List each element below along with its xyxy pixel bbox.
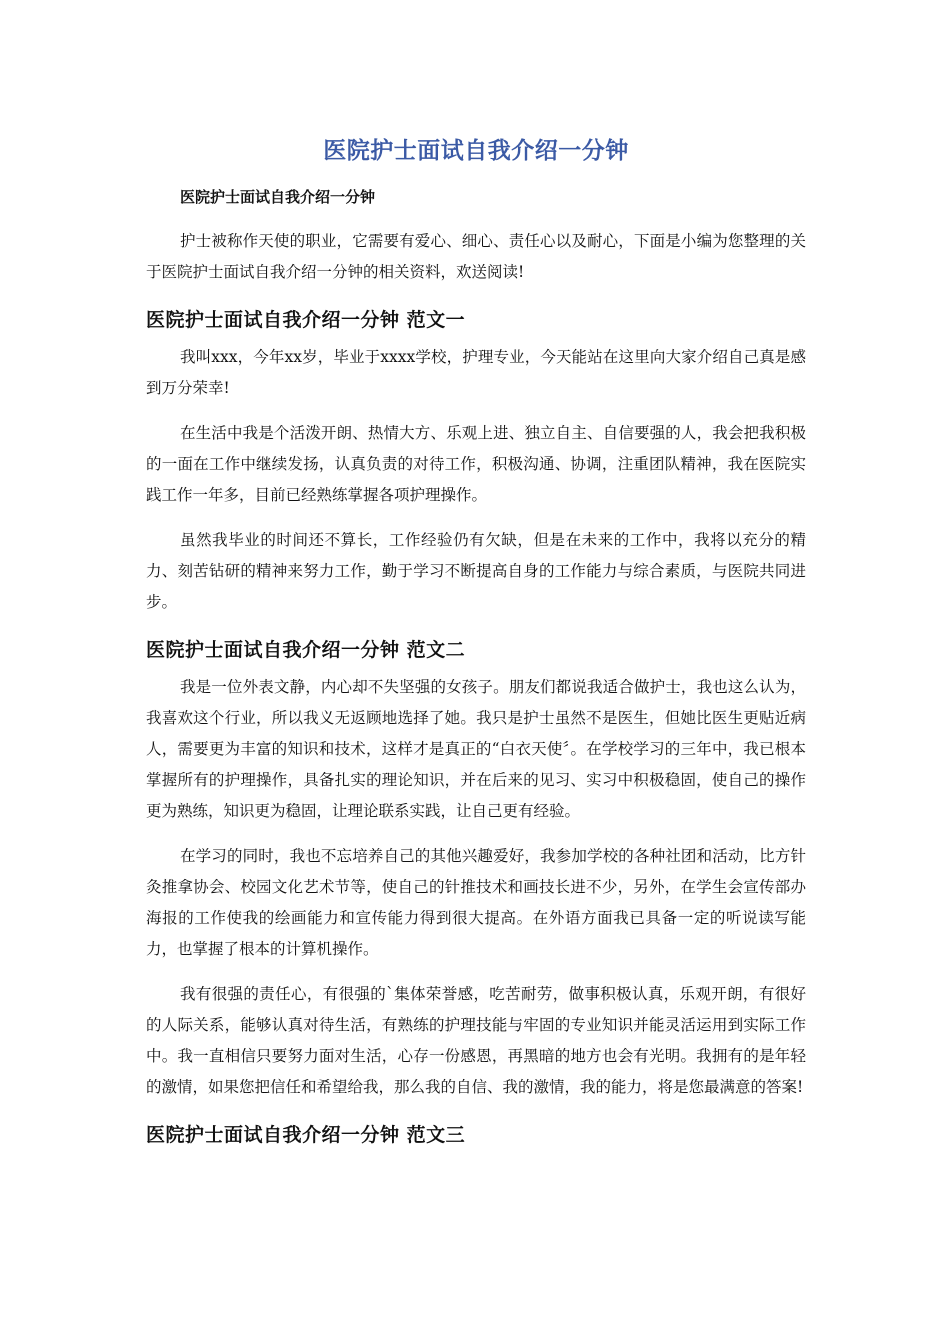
section-1-paragraph-3: 虽然我毕业的时间还不算长，工作经验仍有欠缺，但是在未来的工作中，我将以充分的精力、刻苦钻研的精神来努力工作，勤于学习不断提高自身的工作能力与综合素质，与医院共同进步。 <box>146 531 806 611</box>
section-1-paragraph-1: 我叫xxx，今年xx岁，毕业于xxxx学校，护理专业，今天能站在这里向大家介绍自己真是感到万分荣幸! <box>146 348 806 397</box>
intro-paragraph: 护士被称作天使的职业，它需要有爱心、细心、责任心以及耐心，下面是小编为您整理的关于医院护士面试自我介绍一分钟的相关资料，欢送阅读! <box>146 232 806 281</box>
section-heading-2: 医院护士面试自我介绍一分钟 范文二 <box>146 639 466 661</box>
document-title: 医院护士面试自我介绍一分钟 <box>323 138 629 164</box>
section-heading-1: 医院护士面试自我介绍一分钟 范文一 <box>146 309 466 331</box>
document-body <box>146 226 806 1157</box>
section-2-paragraph-2: 在学习的同时，我也不忘培养自己的其他兴趣爱好，我参加学校的各种社团和活动，比方针灸推拿协会、校园文化艺术节等，使自己的针推技术和画技长进不少，另外，在学生会宣传部办海报的工作使我的绘画能力和宣传能力得到很大提高。在外语方面我已具备一定的听说读写能力，也掌握了根本的计算机操作。 <box>146 847 806 958</box>
document-subtitle: 医院护士面试自我介绍一分钟 <box>180 188 376 206</box>
section-heading-3: 医院护士面试自我介绍一分钟 范文三 <box>146 1124 466 1146</box>
section-2-paragraph-3: 我有很强的责任心，有很强的`集体荣誉感，吃苦耐劳，做事积极认真，乐观开朗，有很好的人际关系，能够认真对待生活，有熟练的护理技能与牢固的专业知识并能灵活运用到实际工作中。我一直相信只要努力面对生活，心存一份感恩，再黑暗的地方也会有光明。我拥有的是年轻的激情，如果您把信任和希望给我，那么我的自信、我的激情，我的能力，将是您最满意的答案! <box>146 985 806 1096</box>
section-1-paragraph-2: 在生活中我是个活泼开朗、热情大方、乐观上进、独立自主、自信要强的人，我会把我积极的一面在工作中继续发扬，认真负责的对待工作，积极沟通、协调，注重团队精神，我在医院实践工作一年多，目前已经熟练掌握各项护理操作。 <box>146 424 806 504</box>
section-2-paragraph-1: 我是一位外表文静，内心却不失坚强的女孩子。朋友们都说我适合做护士，我也这么认为，我喜欢这个行业，所以我义无返顾地选择了她。我只是护士虽然不是医生，但她比医生更贴近病人，需要更为丰富的知识和技术，这样才是真正的“白衣天使〞。在学校学习的三年中，我已根本掌握所有的护理操作，具备扎实的理论知识，并在后来的见习、实习中积极稳固，使自己的操作更为熟练，知识更为稳固，让理论联系实践，让自己更有经验。 <box>146 678 806 820</box>
